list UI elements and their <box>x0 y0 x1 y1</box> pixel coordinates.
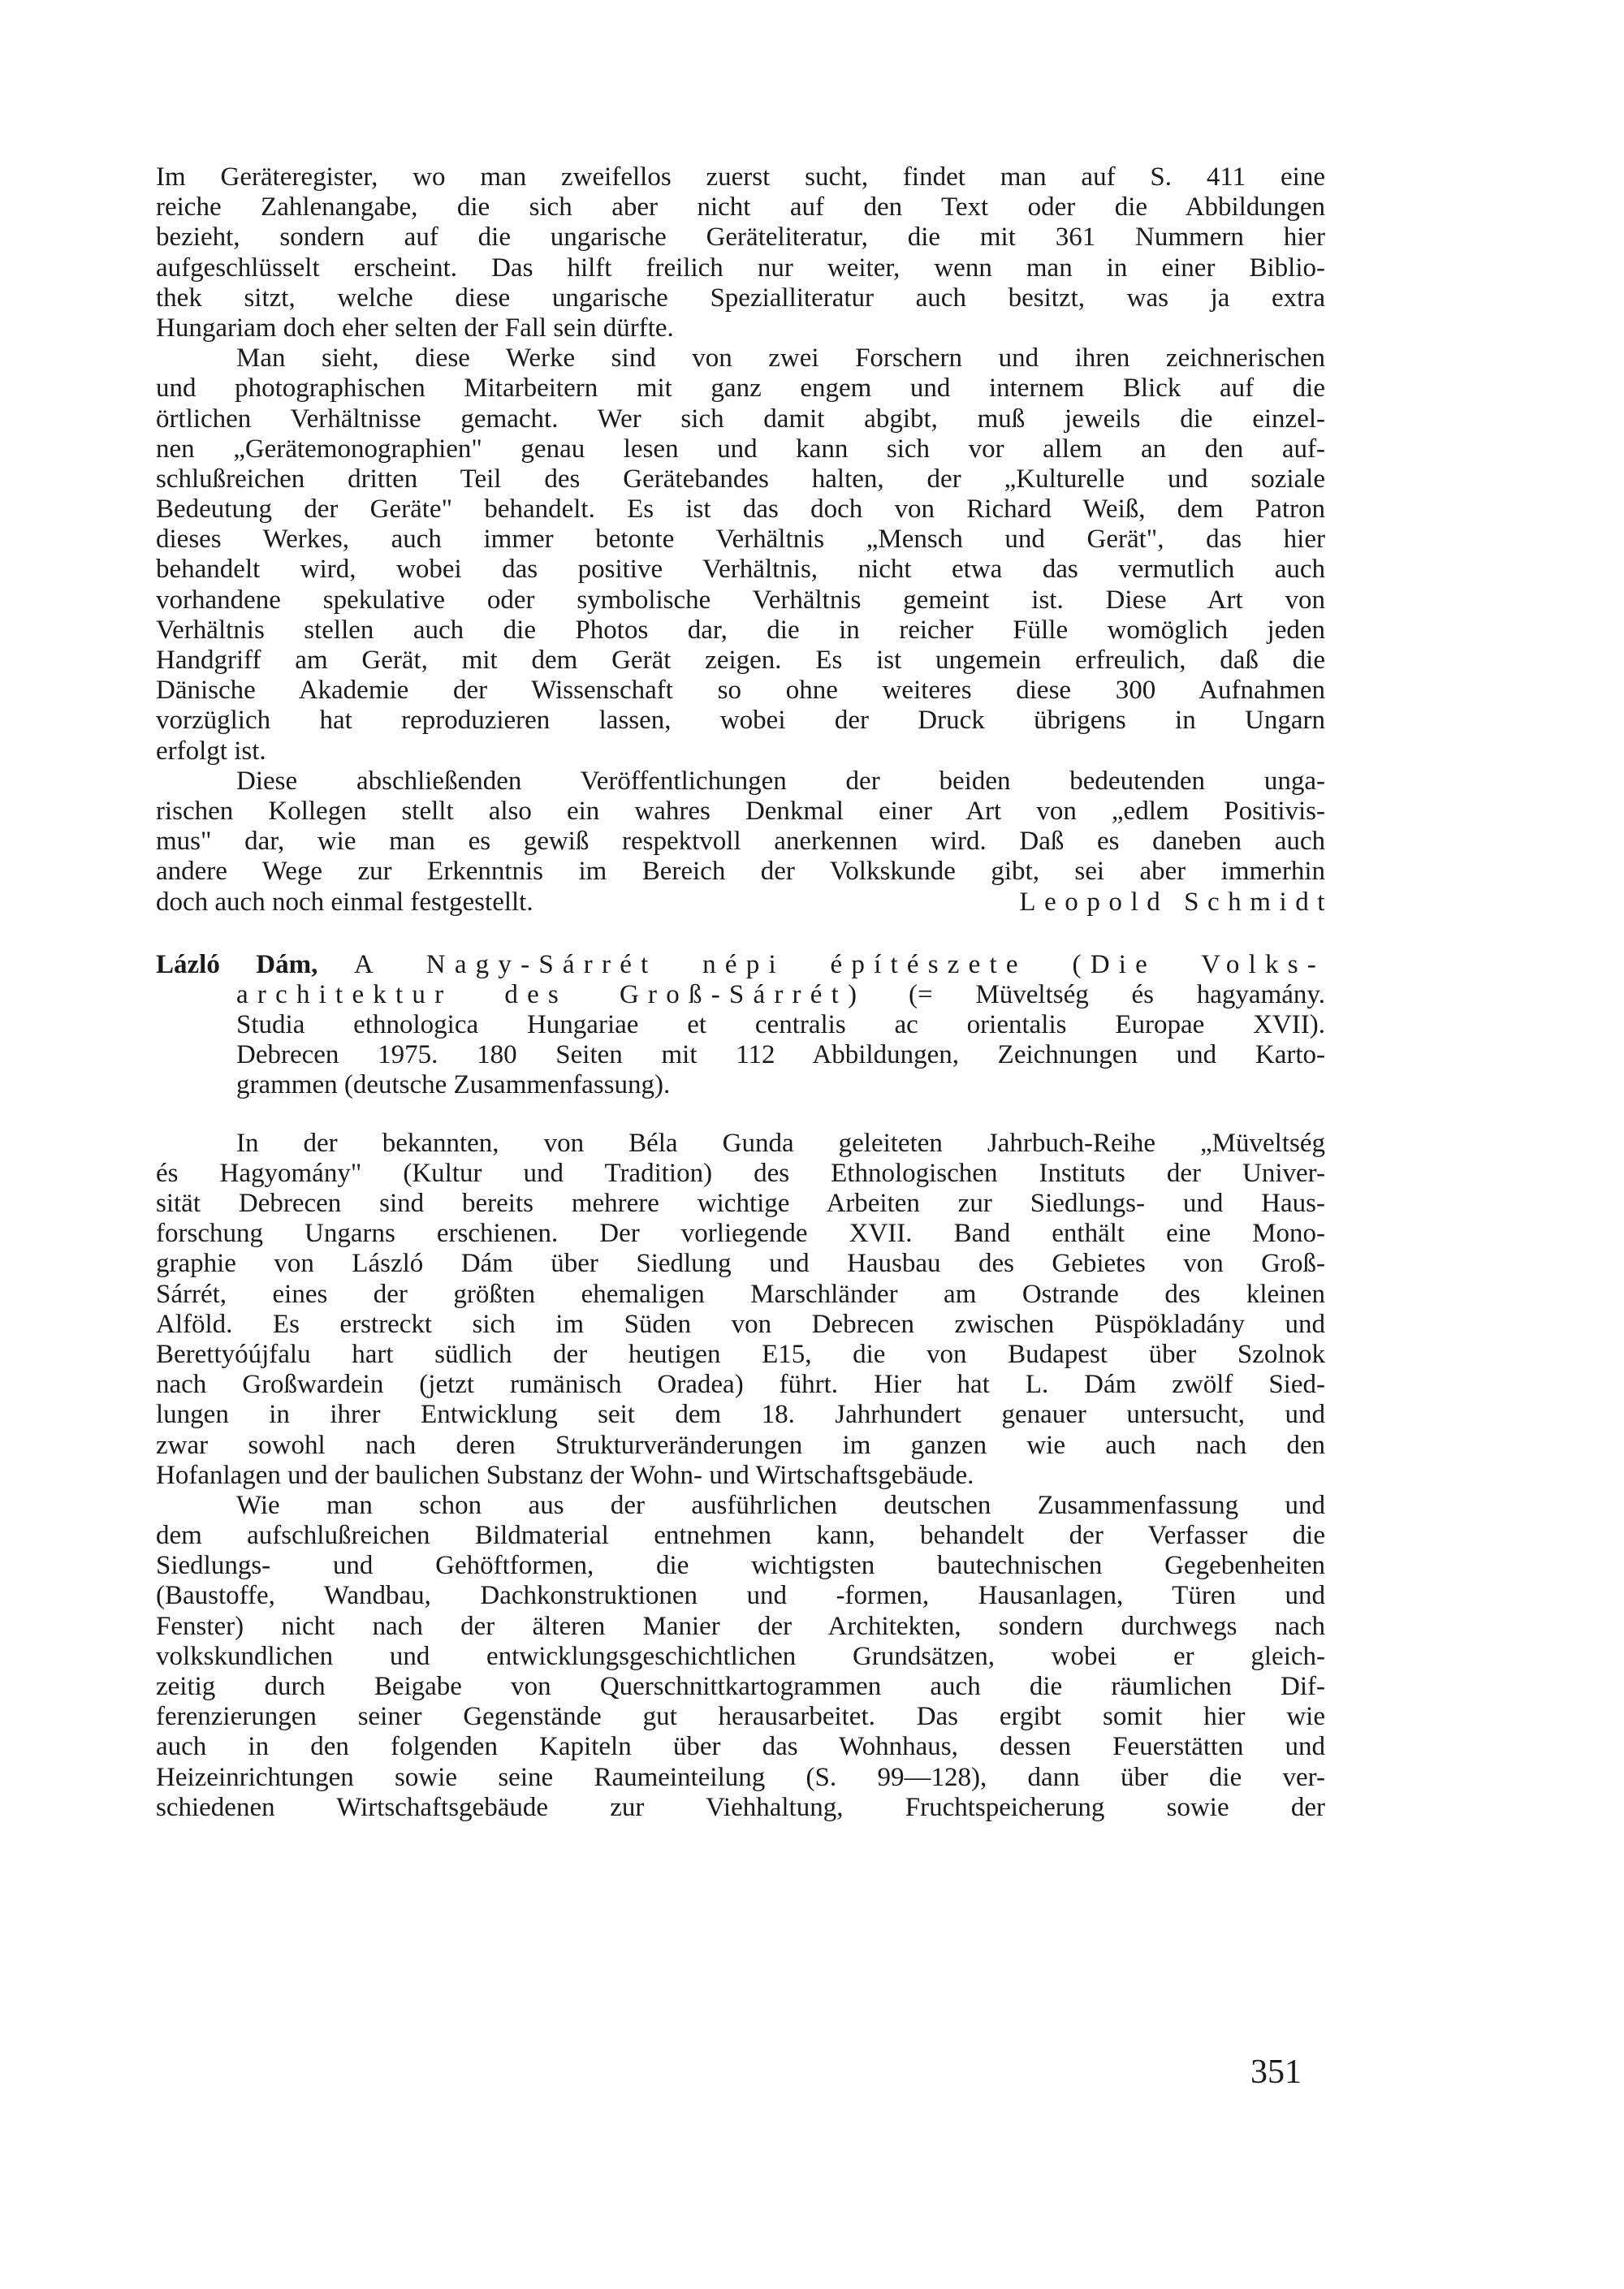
review2-title-cont: architektur des Groß-Sárrét) <box>236 979 866 1009</box>
text-line: Hofanlagen und der baulichen Substanz der Wohn- und Wirtschaftsgebäude. <box>156 1460 974 1490</box>
text-line: örtlichen Verhältnisse gemacht. Wer sich damit abgibt, muß jeweils die einzel- <box>156 404 1325 434</box>
review2-paragraph-2 <box>156 1491 1325 1823</box>
text-line: schiedenen Wirtschaftsgebäude zur Viehhaltung, Fruchtspeicherung sowie der <box>156 1792 1325 1822</box>
reviewer-signature: Leopold Schmidt <box>1019 887 1333 917</box>
citation-line: grammen (deutsche Zusammenfassung). <box>236 1070 671 1100</box>
review1-paragraph-3 <box>156 766 1333 918</box>
text-line: thek sitzt, welche diese ungarische Spezialliteratur auch besitzt, was ja extra <box>156 283 1325 313</box>
text-line: Siedlungs- und Gehöftformen, die wichtigsten bautechnischen Gegebenheiten <box>156 1551 1325 1581</box>
text-line: reiche Zahlenangabe, die sich aber nicht auf den Text oder die Abbildungen <box>156 192 1325 222</box>
text-line: vorzüglich hat reproduzieren lassen, wobei der Druck übrigens in Ungarn <box>156 706 1325 736</box>
text-line: nach Großwardein (jetzt rumänisch Oradea) führt. Hier hat L. Dám zwölf Sied- <box>156 1370 1325 1400</box>
review1-paragraph-2 <box>156 343 1325 767</box>
text-line: rischen Kollegen stellt also ein wahres Denkmal einer Art von „edlem Positivis- <box>156 796 1325 826</box>
review2-title: A Nagy-Sárrét népi építészete (Die Volks- <box>353 949 1325 979</box>
closing-row <box>156 887 1333 918</box>
text-line: aufgeschlüsselt erscheint. Das hilft freilich nur weiter, wenn man in einer Biblio- <box>156 253 1325 283</box>
text-line: ferenzierungen seiner Gegenstände gut herausarbeitet. Das ergibt somit hier wie <box>156 1702 1325 1732</box>
text-line: Dänische Akademie der Wissenschaft so ohne weiteres diese 300 Aufnahmen <box>156 676 1325 706</box>
closing-line: doch auch noch einmal festgestellt. <box>156 887 533 917</box>
page-number: 351 <box>1250 2054 1302 2091</box>
text-line: sität Debrecen sind bereits mehrere wichtige Arbeiten zur Siedlungs- und Haus- <box>156 1189 1325 1218</box>
text-line: Diese abschließenden Veröffentlichungen der beiden bedeutenden unga- <box>236 766 1325 796</box>
text-line: andere Wege zur Erkenntnis im Bereich der Volkskunde gibt, sei aber immerhin <box>156 857 1325 887</box>
text-line: Hungariam doch eher selten der Fall sein dürfte. <box>156 313 674 343</box>
citation-line <box>156 950 1325 980</box>
review1-paragraph-1 <box>156 162 1325 343</box>
text-line: Heizeinrichtungen sowie seine Raumeinteilung (S. 99—128), dann über die ver- <box>156 1762 1325 1792</box>
citation-line <box>156 980 1325 1010</box>
text-line: dem aufschlußreichen Bildmaterial entnehmen kann, behandelt der Verfasser die <box>156 1521 1325 1551</box>
text-line: zwar sowohl nach deren Strukturveränderungen im ganzen wie auch nach den <box>156 1430 1325 1460</box>
text-line: Im Geräteregister, wo man zweifellos zuerst sucht, findet man auf S. 411 eine <box>156 162 1325 192</box>
text-line: schlußreichen dritten Teil des Gerätebandes halten, der „Kulturelle und soziale <box>156 464 1325 494</box>
text-line: (Baustoffe, Wandbau, Dachkonstruktionen und -formen, Hausanlagen, Türen und <box>156 1581 1325 1611</box>
review2-series: (= Müveltség és hagyamány. <box>866 979 1326 1009</box>
text-line: dieses Werkes, auch immer betonte Verhältnis „Mensch und Gerät", das hier <box>156 525 1325 555</box>
text-line: forschung Ungarns erschienen. Der vorliegende XVII. Band enthält eine Mono- <box>156 1219 1325 1249</box>
text-line: vorhandene spekulative oder symbolische Verhältnis gemeint ist. Diese Art von <box>156 585 1325 615</box>
citation-line: Debrecen 1975. 180 Seiten mit 112 Abbildungen, Zeichnungen und Karto- <box>236 1040 1325 1070</box>
text-line: volkskundlichen und entwicklungsgeschichtlichen Grundsätzen, wobei er gleich- <box>156 1641 1325 1671</box>
text-line: mus" dar, wie man es gewiß respektvoll anerkennen wird. Daß es daneben auch <box>156 827 1325 857</box>
text-line: Berettyóújfalu hart südlich der heutigen E15, die von Budapest über Szolnok <box>156 1339 1325 1369</box>
text-line: erfolgt ist. <box>156 736 266 766</box>
page-body <box>156 162 1333 1823</box>
text-line: Alföld. Es erstreckt sich im Süden von Debrecen zwischen Püspökladány und <box>156 1309 1325 1339</box>
text-line: behandelt wird, wobei das positive Verhältnis, nicht etwa das vermutlich auch <box>156 555 1325 585</box>
text-line: és Hagyomány" (Kultur und Tradition) des Ethnologischen Instituts der Univer- <box>156 1158 1325 1188</box>
text-line: Bedeutung der Geräte" behandelt. Es ist das doch von Richard Weiß, dem Patron <box>156 495 1325 525</box>
text-line: Verhältnis stellen auch die Photos dar, die in reicher Fülle womöglich jeden <box>156 615 1325 645</box>
text-line: bezieht, sondern auf die ungarische Geräteliteratur, die mit 361 Nummern hier <box>156 222 1325 253</box>
text-line: zeitig durch Beigabe von Querschnittkartogrammen auch die räumlichen Dif- <box>156 1672 1325 1701</box>
text-line: graphie von László Dám über Siedlung und Hausbau des Gebietes von Groß- <box>156 1249 1325 1279</box>
text-line: nen „Gerätemonographien" genau lesen und kann sich vor allem an den auf- <box>156 434 1325 464</box>
text-line: In der bekannten, von Béla Gunda geleiteten Jahrbuch-Reihe „Müveltség <box>236 1128 1325 1158</box>
section-gap <box>156 1101 1325 1129</box>
text-line: Fenster) nicht nach der älteren Manier der Architekten, sondern durchwegs nach <box>156 1611 1325 1641</box>
text-line: Man sieht, diese Werke sind von zwei Forschern und ihren zeichnerischen <box>236 343 1325 374</box>
review2-paragraph-1 <box>156 1129 1325 1491</box>
review2-author: Lázló Dám, <box>156 949 318 979</box>
section-gap <box>156 918 1325 950</box>
text-line: Wie man schon aus der ausführlichen deutschen Zusammenfassung und <box>236 1490 1325 1520</box>
review2-citation <box>156 950 1325 1101</box>
text-line: Sárrét, eines der größten ehemaligen Marschländer am Ostrande des kleinen <box>156 1279 1325 1309</box>
text-line: auch in den folgenden Kapiteln über das Wohnhaus, dessen Feuerstätten und <box>156 1732 1325 1762</box>
text-line: und photographischen Mitarbeitern mit ganz engem und internem Blick auf die <box>156 374 1325 404</box>
text-line: lungen in ihrer Entwicklung seit dem 18. Jahrhundert genauer untersucht, und <box>156 1400 1325 1430</box>
text-line: Handgriff am Gerät, mit dem Gerät zeigen. Es ist ungemein erfreulich, daß die <box>156 646 1325 675</box>
citation-line: Studia ethnologica Hungariae et centralis ac orientalis Europae XVII). <box>236 1010 1325 1040</box>
